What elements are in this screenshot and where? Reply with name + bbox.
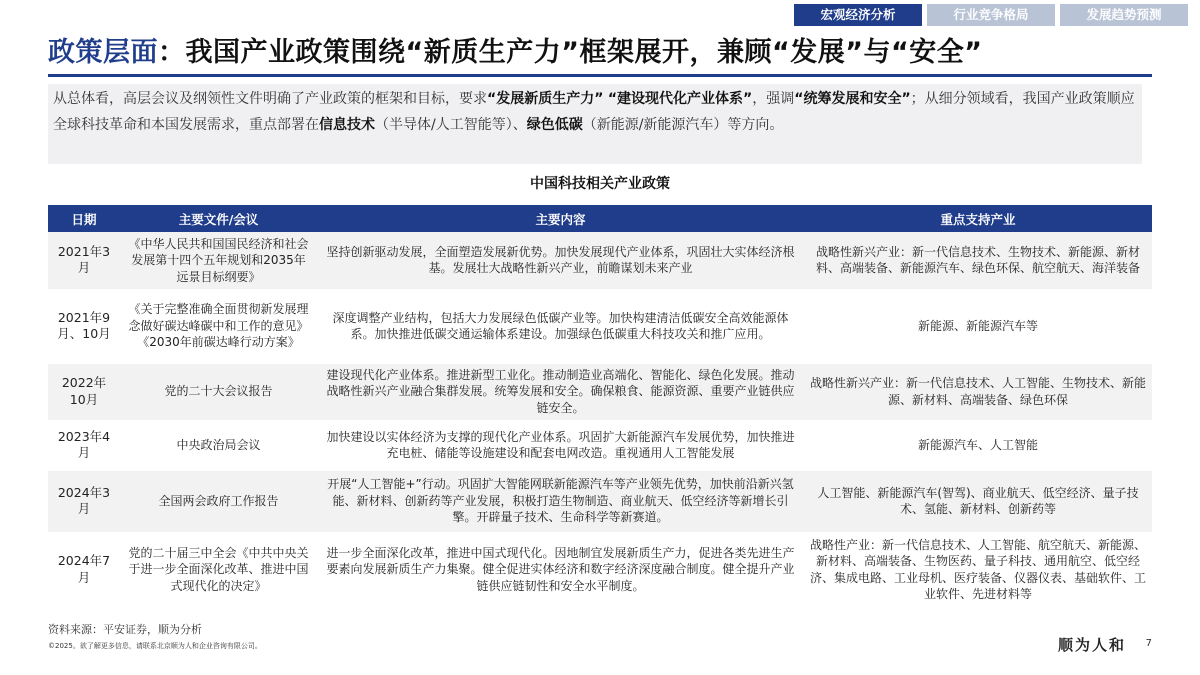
row-content: 加快建设以实体经济为支撑的现代化产业体系。巩固扩大新能源汽车发展优势，加快推进充电桩、储能等设施建设和配套电网改造。重视通用人工智能发展: [317, 420, 804, 470]
summary-box: [48, 84, 1142, 164]
column-header-document: 主要文件/会议: [120, 205, 317, 232]
tab-development-trends[interactable]: 发展趋势预测: [1060, 4, 1188, 26]
row-document: 党的二十大会议报告: [120, 363, 317, 420]
table-row: [48, 532, 1152, 607]
row-document: 党的二十届三中全会《中共中央关于进一步全面深化改革、推进中国式现代化的决定》: [120, 532, 317, 607]
page-title: [48, 30, 982, 69]
row-industry: 新能源、新能源汽车等: [804, 289, 1152, 363]
source-note: 资料来源：平安证券，顺为分析: [48, 623, 202, 636]
page-title-rest: ：我国产业政策围绕“新质生产力”框架展开，兼顾“发展”与“安全”: [158, 37, 983, 68]
row-date: 2024年7月: [48, 532, 120, 607]
column-header-date: 日期: [48, 205, 120, 232]
row-date: 2021年3月: [48, 232, 120, 289]
brand-logo: 顺为人和: [1057, 636, 1126, 654]
row-date: 2022年10月: [48, 363, 120, 420]
title-divider: [48, 74, 1152, 77]
summary-text: ，强调: [752, 91, 795, 107]
section-tabs: [789, 4, 1188, 26]
summary-text: ；从细分领域看，我国产业政策顺应全球科技革命和本国发展需求，重点部署在: [53, 91, 1135, 133]
summary-emphasis: “建设现代化产业体系”: [607, 91, 753, 107]
row-content: 开展“人工智能+”行动。巩固扩大智能网联新能源汽车等产业领先优势，加快前沿新兴氢能、新材料、创新药等产业发展，积极打造生物制造、商业航天、低空经济等新增长引擎。开辟量子技术、生命科学等新赛道。: [317, 470, 804, 532]
row-document: 全国两会政府工作报告: [120, 470, 317, 532]
tab-industry-competition[interactable]: 行业竞争格局: [927, 4, 1055, 26]
summary-emphasis: 绿色低碳: [526, 116, 583, 133]
row-content: 坚持创新驱动发展，全面塑造发展新优势。加快发展现代产业体系，巩固壮大实体经济根基。发展壮大战略性新兴产业，前瞻谋划未来产业: [317, 232, 804, 289]
row-industry: 战略性新兴产业：新一代信息技术、生物技术、新能源、新材料、高端装备、新能源汽车、绿色环保、航空航天、海洋装备: [804, 232, 1152, 289]
row-document: 中央政治局会议: [120, 420, 317, 470]
summary-text: 从总体看，高层会议及纲领性文件明确了产业政策的框架和目标，要求: [53, 91, 487, 107]
summary-emphasis: “统筹发展和安全”: [794, 91, 911, 107]
page-number: 7: [1145, 638, 1152, 649]
table-row: [48, 232, 1152, 289]
row-document: 《关于完整准确全面贯彻新发展理念做好碳达峰碳中和工作的意见》《2030年前碳达峰行动方案》: [120, 289, 317, 363]
row-date: 2023年4月: [48, 420, 120, 470]
summary-emphasis: “发展新质生产力”: [487, 91, 604, 107]
column-header-industry: 重点支持产业: [804, 205, 1152, 232]
summary-text: （半导体/人工智能等）、: [375, 116, 527, 133]
table-title: 中国科技相关产业政策: [530, 176, 670, 192]
table-row: [48, 363, 1152, 420]
row-content: 深度调整产业结构，包括大力发展绿色低碳产业等。加快构建清洁低碳安全高效能源体系。加快推进低碳交通运输体系建设。加强绿色低碳重大科技攻关和推广应用。: [317, 289, 804, 363]
table-row: [48, 289, 1152, 363]
row-date: 2021年9月、10月: [48, 289, 120, 363]
tab-macro-analysis[interactable]: 宏观经济分析: [794, 4, 922, 26]
summary-text: （新能源/新能源汽车）等方向。: [582, 116, 784, 133]
column-header-content: 主要内容: [317, 205, 804, 232]
row-industry: 人工智能、新能源汽车(智驾)、商业航天、低空经济、量子技术、氢能、新材料、创新药等: [804, 470, 1152, 532]
table-row: [48, 420, 1152, 470]
row-content: 建设现代化产业体系。推进新型工业化。推动制造业高端化、智能化、绿色化发展。推动战略性新兴产业融合集群发展。统筹发展和安全。确保粮食、能源资源、重要产业链供应链安全。: [317, 363, 804, 420]
table-header-row: [48, 205, 1152, 232]
summary-emphasis: 信息技术: [319, 116, 375, 133]
row-document: 《中华人民共和国国民经济和社会发展第十四个五年规划和2035年远景目标纲要》: [120, 232, 317, 289]
row-date: 2024年3月: [48, 470, 120, 532]
table-row: [48, 470, 1152, 532]
row-industry: 战略性产业：新一代信息技术、人工智能、航空航天、新能源、新材料、高端装备、生物医药、量子科技、通用航空、低空经济、集成电路、工业母机、医疗装备、仪器仪表、基础软件、工业软件、先进材料等: [804, 532, 1152, 607]
policy-table: [48, 205, 1152, 608]
row-industry: 战略性新兴产业：新一代信息技术、人工智能、生物技术、新能源、新材料、高端装备、绿色环保: [804, 363, 1152, 420]
page-title-prefix: 政策层面: [48, 37, 158, 68]
row-content: 进一步全面深化改革，推进中国式现代化。因地制宜发展新质生产力，促进各类先进生产要素向发展新质生产力集聚。健全促进实体经济和数字经济深度融合制度。健全提升产业链供应链韧性和安全水平制度。: [317, 532, 804, 607]
copyright-note: ©2025。欲了解更多信息，请联系北京顺为人和企业咨询有限公司。: [48, 642, 262, 650]
row-industry: 新能源汽车、人工智能: [804, 420, 1152, 470]
